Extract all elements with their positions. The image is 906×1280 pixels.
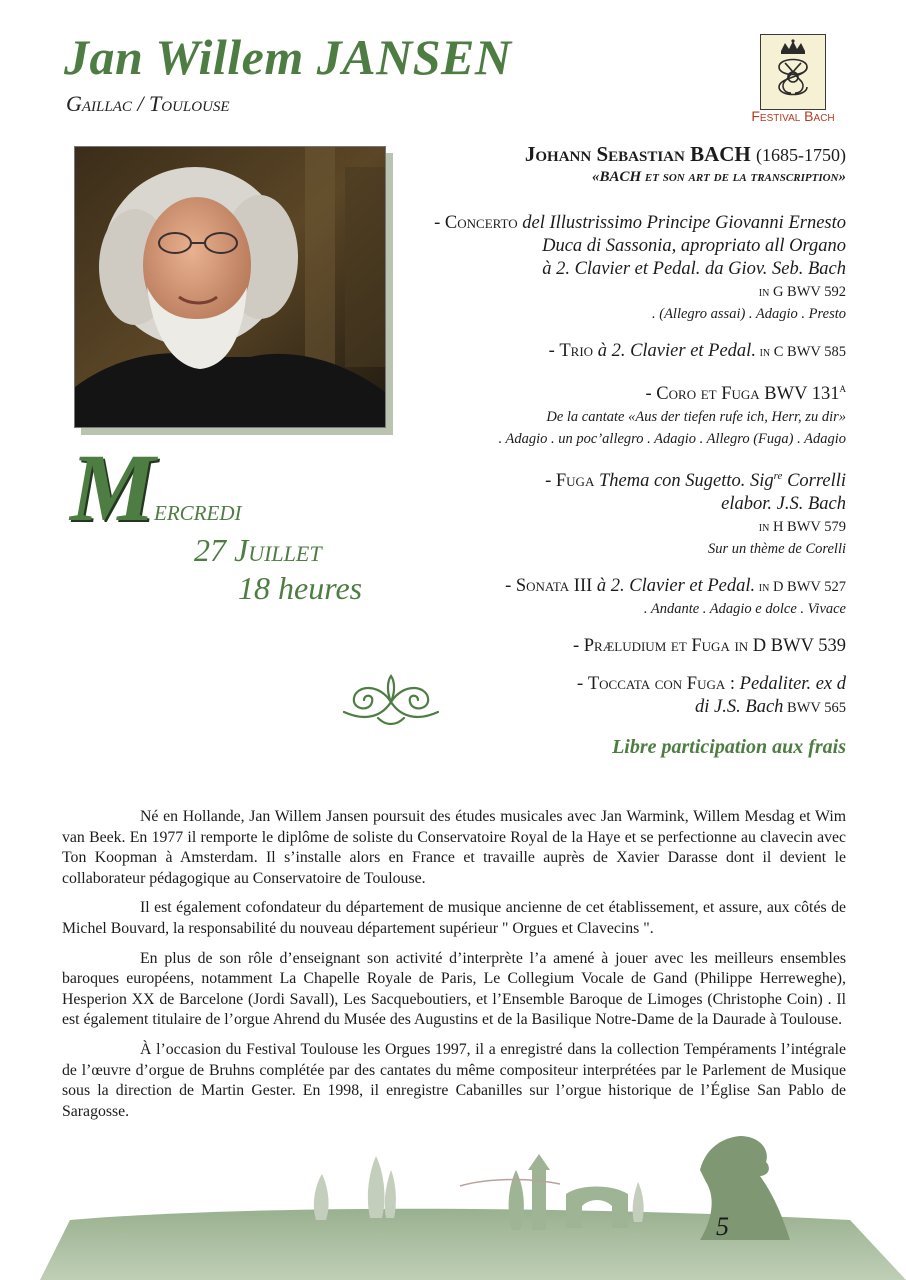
program-item xyxy=(396,340,846,363)
item-title: Toccata con Fuga xyxy=(587,674,726,695)
item-italic: à 2. Clavier et Pedal. xyxy=(592,576,756,597)
date-time: 18 heures xyxy=(238,570,363,606)
item-dash: - xyxy=(505,576,516,597)
program-item xyxy=(396,378,846,450)
item-key: in G BWV 592 xyxy=(758,284,846,300)
item-italic: Thema con Sugetto. Sig xyxy=(594,471,774,492)
date-initial: M xyxy=(70,434,156,541)
item-italic-line: elabor. J.S. Bach xyxy=(721,494,846,515)
item-key: in D BWV 527 xyxy=(755,579,846,596)
bio-paragraph: Il est également cofondateur du département de musique ancienne de cet établissement, et assure, aux côtés de Michel Bouvard, la responsabilité du nouveau département supérieur " Orgues et Clavecins ". xyxy=(62,899,846,937)
program-item xyxy=(396,212,846,325)
admission-note: Libre participation aux frais xyxy=(612,736,846,758)
item-title: Sonata III xyxy=(515,576,593,597)
biography xyxy=(62,807,846,1131)
program-title: «BACH et son art de la transcription» xyxy=(592,169,846,185)
program-item xyxy=(396,465,846,560)
item-title: Trio xyxy=(559,341,594,361)
item-key: in H BWV 579 xyxy=(758,519,846,536)
item-italic-line: del Illustrissimo Principe Giovanni Ernesto xyxy=(522,213,846,233)
item-superscript: A xyxy=(839,384,846,394)
program-item xyxy=(396,635,846,658)
item-source: De la cantate «Aus der tiefen rufe ich, Herr, zu dir» xyxy=(546,409,846,426)
program-item xyxy=(396,575,846,620)
item-superscript: re xyxy=(773,470,783,483)
item-movements: . (Allegro assai) . Adagio . Presto xyxy=(652,306,846,322)
bio-paragraph: À l’occasion du Festival Toulouse les Orgues 1997, il a enregistré dans la collection Tempéraments l’intégrale de l’œuvre d’orgue de Bruhns complétée par des cantates du même compositeur interprétées par le Parlement de Musique sous la direction de Martin Gester. En 1998, il enregistre Cabanilles sur l’orgue historique de l’Église San Pablo de Saragosse. xyxy=(62,1040,846,1120)
item-italic: Pedaliter. ex d xyxy=(739,674,846,695)
item-title: Fuga xyxy=(555,471,595,492)
composer xyxy=(396,142,846,167)
crown-monogram-icon xyxy=(761,35,825,109)
item-italic-line: di J.S. Bach xyxy=(695,697,784,718)
page-number: 5 xyxy=(716,1212,729,1241)
item-dash: - xyxy=(577,674,588,695)
performer-city: Gaillac / Toulouse xyxy=(66,91,230,116)
item-dash: - xyxy=(434,213,445,233)
festival-label: Festival Bach xyxy=(751,108,835,124)
item-movements: . Adagio . un poc’allegro . Adagio . Allegro (Fuga) . Adagio xyxy=(498,431,846,448)
item-italic-line: à 2. Clavier et Pedal. da Giov. Seb. Bach xyxy=(542,259,846,279)
item-key: in C BWV 585 xyxy=(755,344,846,360)
performer-photo xyxy=(74,146,386,428)
item-dash: - xyxy=(572,636,584,657)
composer-dates: (1685-1750) xyxy=(756,145,846,165)
date-day: 27 Juillet xyxy=(194,532,322,568)
item-title: Præludium et Fuga in D BWV 539 xyxy=(583,636,846,657)
performer-name: Jan Willem JANSEN xyxy=(64,29,512,85)
item-title: Coro et Fuga BWV 131 xyxy=(656,384,840,405)
item-dash: - xyxy=(545,471,556,492)
bio-paragraph: Né en Hollande, Jan Willem Jansen poursuit des études musicales avec Jan Warmink, Willem Mesdag et Wim van Beek. En 1977 il remporte le diplôme de soliste du Conservatoire Royal de la Haye et se perfectionne au clavecin avec Ton Koopman à Amsterdam. Il s’installe alors en France et travaille auprès de Xavier Darasse dont il devient le collaborateur pédagogique au Conservatoire de Toulouse. xyxy=(62,808,846,887)
item-dash: - xyxy=(548,341,560,361)
item-colon: : xyxy=(725,674,740,695)
program-listing xyxy=(396,142,846,719)
item-italic: Correlli xyxy=(782,471,846,492)
composer-name: Johann Sebastian BACH xyxy=(524,142,751,166)
date-weekday: ercredi xyxy=(154,494,242,527)
portrait-photo-icon xyxy=(75,147,385,427)
landscape-silhouette-icon xyxy=(0,1110,906,1280)
item-title: Concerto xyxy=(444,213,518,233)
item-italic: à 2. Clavier et Pedal. xyxy=(593,341,756,361)
item-dash: - xyxy=(645,384,657,405)
item-source: Sur un thème de Corelli xyxy=(708,541,846,558)
item-movements: . Andante . Adagio e dolce . Vivace xyxy=(643,601,846,618)
item-key: BWV 565 xyxy=(783,700,846,717)
festival-bach-logo xyxy=(760,34,826,110)
concert-date xyxy=(60,434,390,620)
item-italic-line: Duca di Sassonia, apropriato all Organo xyxy=(542,236,846,256)
bio-paragraph: En plus de son rôle d’enseignant son activité d’interprète l’a amené à jouer avec les meilleurs ensembles baroques européens, notamment La Chapelle Royale de Paris, Le Collegium Vocale de Gand (Philippe Herreweghe), Hesperion XX de Barcelone (Jordi Savall), Les Sacqueboutiers, et l’Ensemble Baroque de Limoges (Christophe Coin) . Il est également titulaire de l’orgue Ahrend du Musée des Augustins et de la Basilique Notre-Dame de la Daurade à Toulouse. xyxy=(62,949,846,1029)
program-item xyxy=(396,673,846,719)
